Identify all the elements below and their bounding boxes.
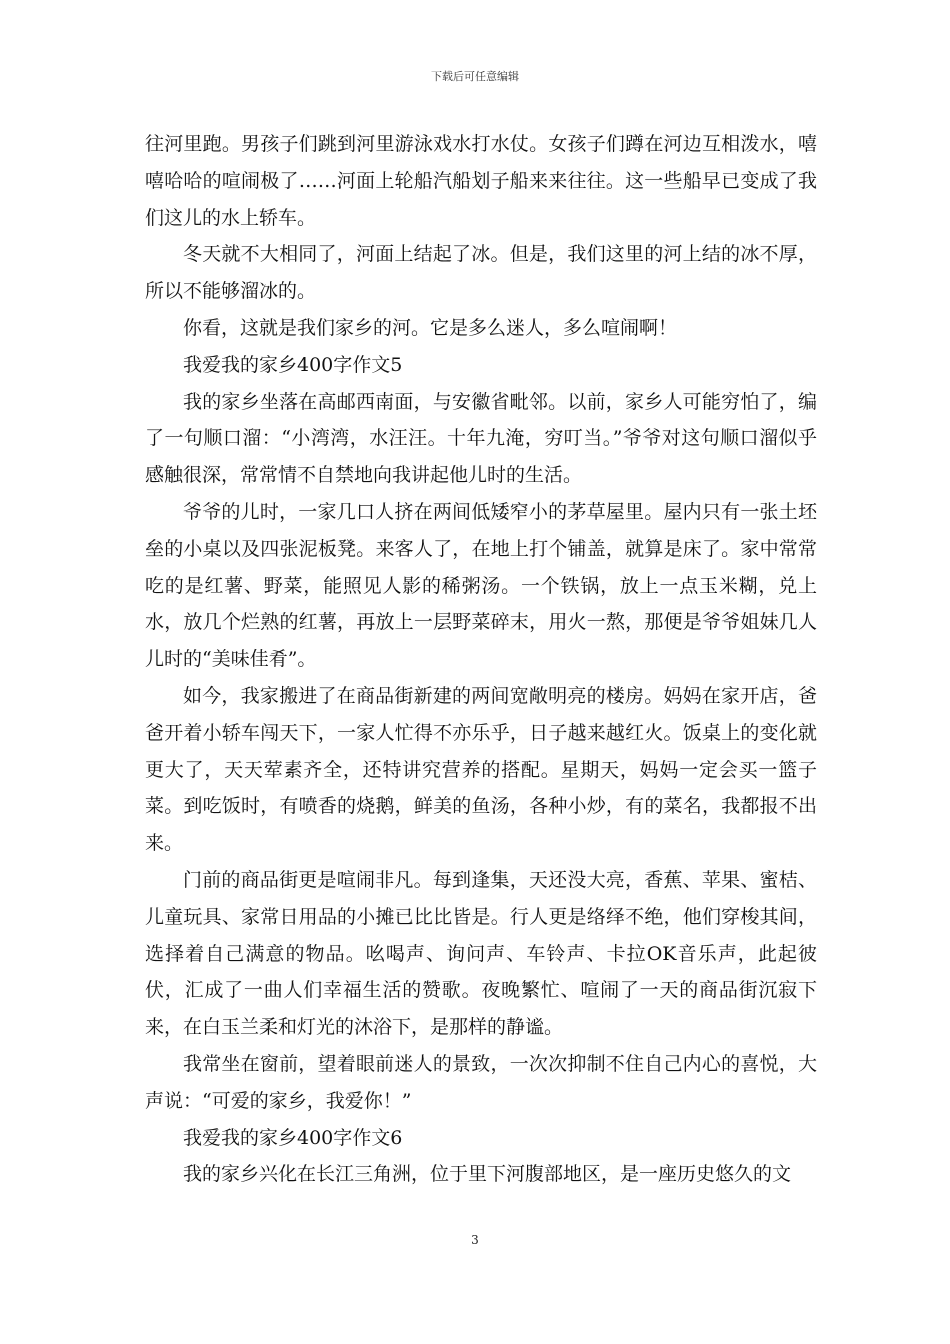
paragraph: 我常坐在窗前，望着眼前迷人的景致，一次次抑制不住自己内心的喜悦，大声说：“可爱的家乡，我爱你！” bbox=[145, 1052, 817, 1112]
section-heading: 我爱我的家乡400字作文6 bbox=[183, 1126, 403, 1149]
paragraph: 我的家乡兴化在长江三角洲，位于里下河腹部地区，是一座历史悠久的文 bbox=[183, 1163, 792, 1186]
paragraph-continuation: 往河里跑。男孩子们跳到河里游泳戏水打水仗。女孩子们蹲在河边互相泼水，嘻嘻哈哈的喧闹极了……河面上轮船汽船划子船来来往往。这一些船早已变成了我们这儿的水上轿车。 bbox=[145, 133, 817, 229]
page-number: 3 bbox=[471, 1233, 479, 1247]
page-header: 下载后可任意编辑 bbox=[431, 70, 519, 83]
paragraph: 你看，这就是我们家乡的河。它是多么迷人，多么喧闹啊！ bbox=[183, 316, 678, 339]
paragraph: 门前的商品街更是喧闹非凡。每到逢集，天还没大亮，香蕉、苹果、蜜桔、儿童玩具、家常日用品的小摊已比比皆是。行人更是络绎不绝，他们穿梭其间，选择着自己满意的物品。吆喝声、询问声、车铃声、卡拉OK音乐声，此起彼伏，汇成了一曲人们幸福生活的赞歌。夜晚繁忙、喧闹了一天的商品街沉寂下来，在白玉兰柔和灯光的沐浴下，是那样的静谧。 bbox=[145, 868, 817, 1039]
paragraph: 如今，我家搬进了在商品街新建的两间宽敞明亮的楼房。妈妈在家开店，爸爸开着小轿车闯天下，一家人忙得不亦乐乎，日子越来越红火。饭桌上的变化就更大了，天天荤素齐全，还特讲究营养的搭配。星期天，妈妈一定会买一篮子菜。到吃饭时，有喷香的烧鹅，鲜美的鱼汤，各种小炒，有的菜名，我都报不出来。 bbox=[145, 684, 817, 855]
paragraph: 我的家乡坐落在高邮西南面，与安徽省毗邻。以前，家乡人可能穷怕了，编了一句顺口溜：“小湾湾，水汪汪。十年九淹，穷叮当。”爷爷对这句顺口溜似乎感触很深，常常情不自禁地向我讲起他儿时的生活。 bbox=[145, 390, 817, 487]
document-body bbox=[145, 126, 817, 1193]
paragraph: 冬天就不大相同了，河面上结起了冰。但是，我们这里的河上结的冰不厚，所以不能够溜冰的。 bbox=[145, 243, 817, 303]
section-heading: 我爱我的家乡400字作文5 bbox=[183, 353, 403, 376]
paragraph: 爷爷的儿时，一家几口人挤在两间低矮窄小的茅草屋里。屋内只有一张土坯垒的小桌以及四张泥板凳。来客人了，在地上打个铺盖，就算是床了。家中常常吃的是红薯、野菜，能照见人影的稀粥汤。一个铁锅，放上一点玉米糊，兑上水，放几个烂熟的红薯，再放上一层野菜碎末，用火一熬，那便是爷爷姐妹几人儿时的“美味佳肴”。 bbox=[145, 500, 817, 671]
